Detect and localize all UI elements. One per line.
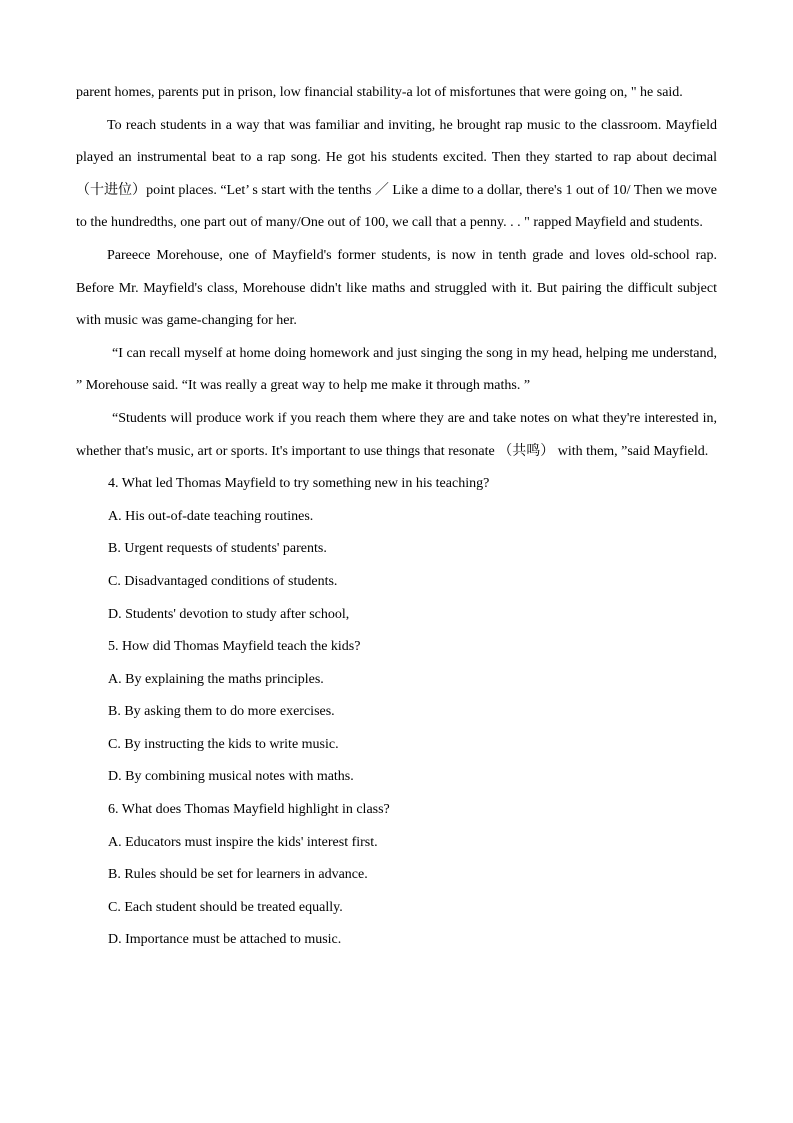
passage-paragraph-1: parent homes, parents put in prison, low financial stability-a lot of misfortunes that were going on, " he said. <box>76 85 683 100</box>
option-b: B. By asking them to do more exercises. <box>108 704 335 720</box>
passage-paragraph-5: “Students will produce work if you reach them where they are and take notes on what they're interested in, whether that's music, art or sports. It's important to use things that resonate （共鸣） with them, ”said Mayfield. <box>76 410 717 459</box>
option-a: A. His out-of-date teaching routines. <box>108 508 314 524</box>
document-page <box>76 77 717 957</box>
question-stem: 6. What does Thomas Mayfield highlight in class? <box>108 802 390 818</box>
question-4 <box>76 468 717 631</box>
option-d: D. Importance must be attached to music. <box>108 932 342 948</box>
option-a: A. Educators must inspire the kids' interest first. <box>108 834 378 850</box>
question-5 <box>76 631 717 794</box>
option-d: D. By combining musical notes with maths. <box>108 769 354 785</box>
option-c: C. Disadvantaged conditions of students. <box>108 573 338 589</box>
passage-paragraph-3: Pareece Morehouse, one of Mayfield's former students, is now in tenth grade and loves old-school rap. Before Mr. Mayfield's class, Morehouse didn't like maths and struggled with it. But pairing the difficult subject with music was game-changing for her. <box>76 247 717 329</box>
passage-paragraph-2: To reach students in a way that was familiar and inviting, he brought rap music to the classroom. Mayfield played an instrumental beat to a rap song. He got his students excited. Then they started to rap about decimal （十进位）point places. “Let’ s start with the tenths ／ Like a dime to a dollar, there's 1 out of 10/ Then we move to the hundredths, one part out of many/One out of 100, we call that a penny. . . " rapped Mayfield and students. <box>76 117 717 231</box>
option-c: C. Each student should be treated equally. <box>108 899 343 915</box>
question-6 <box>76 794 717 957</box>
option-c: C. By instructing the kids to write music. <box>108 736 339 752</box>
question-stem: 4. What led Thomas Mayfield to try something new in his teaching? <box>108 476 490 492</box>
option-b: B. Rules should be set for learners in advance. <box>108 867 368 883</box>
question-stem: 5. How did Thomas Mayfield teach the kids? <box>108 639 361 655</box>
option-d: D. Students' devotion to study after school, <box>108 606 350 622</box>
option-a: A. By explaining the maths principles. <box>108 671 324 687</box>
passage-paragraph-4: “I can recall myself at home doing homework and just singing the song in my head, helping me understand, ” Morehouse said. “It was really a great way to help me make it through maths. ” <box>76 345 717 394</box>
option-b: B. Urgent requests of students' parents. <box>108 541 327 557</box>
